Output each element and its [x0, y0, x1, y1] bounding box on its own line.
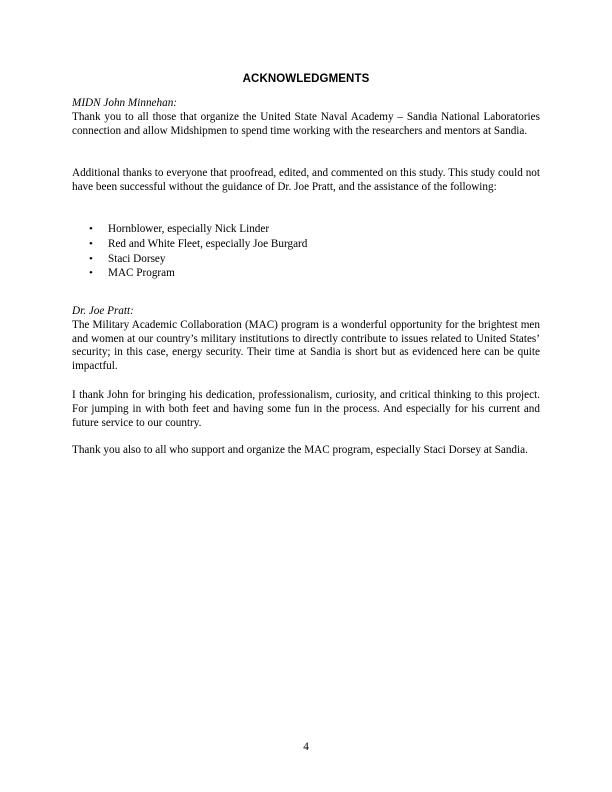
list-item-text: Red and White Fleet, especially Joe Burgard [108, 237, 308, 250]
section-pratt-thanks-mac [72, 444, 540, 458]
bullet-icon: • [89, 237, 93, 250]
section-pratt [72, 305, 540, 374]
section-pratt-thanks-john [72, 389, 540, 430]
paragraph: The Military Academic Collaboration (MAC) program is a wonderful opportunity for the brightest men and women at our country’s military institutions to directly contribute to issues related to United States’ security; in this case, energy security. Their time at Sandia is short but as evidenced here can be quite impactful. [72, 318, 540, 373]
thanks-list [72, 222, 540, 281]
section-minnehan [72, 97, 540, 138]
section-minnehan-thanks [72, 167, 540, 195]
list-item [72, 266, 540, 281]
page-number: 4 [303, 741, 309, 753]
paragraph: Additional thanks to everyone that proofread, edited, and commented on this study. This study could not have been successful without the guidance of Dr. Joe Pratt, and the assistance of the following: [72, 167, 540, 193]
paragraph: I thank John for bringing his dedication, professionalism, curiosity, and critical thinking to this project. For jumping in with both feet and having some fun in the process. And especially for his current and future service to our country. [72, 389, 540, 429]
list-item [72, 222, 540, 237]
paragraph: Thank you to all those that organize the United State Naval Academy – Sandia National Laboratories connection and allow Midshipmen to spend time working with the researchers and mentors at Sandia. [72, 110, 540, 137]
bullet-icon: • [89, 267, 93, 280]
list-item [72, 237, 540, 252]
bullet-icon: • [89, 223, 93, 235]
author-label: Dr. Joe Pratt: [72, 305, 134, 317]
page-title: ACKNOWLEDGMENTS [242, 73, 370, 85]
list-item-text: MAC Program [108, 267, 175, 280]
paragraph: Thank you also to all who support and organize the MAC program, especially Staci Dorsey at Sandia. [72, 444, 528, 456]
author-label: MIDN John Minnehan: [72, 97, 178, 109]
list-item [72, 252, 540, 267]
list-item-text: Hornblower, especially Nick Linder [108, 223, 270, 235]
bullet-icon: • [89, 252, 93, 265]
list-item-text: Staci Dorsey [108, 252, 166, 265]
